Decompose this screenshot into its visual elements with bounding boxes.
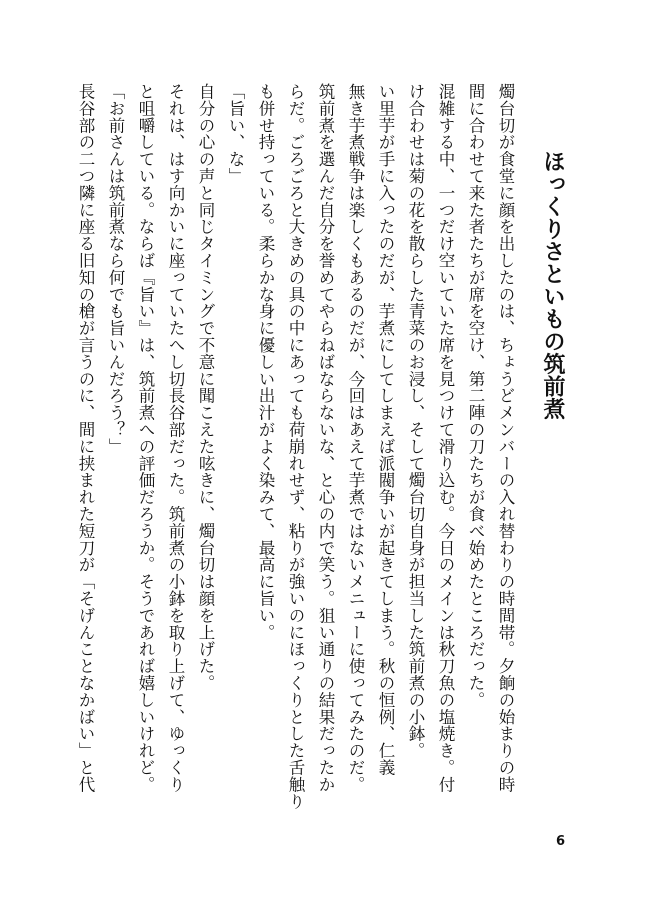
text-line: い里芋が手に入ったのだが、芋煮にしてしまえば派閥争いが起きてしまう。秋の恒例、仁義 [376, 83, 395, 776]
text-line: と咀嚼している。ならば『旨い』は、筑前煮への評価だろうか。そうであれば嬉しいけれど。 [136, 83, 155, 793]
text-line: も併せ持っている。柔らかな身に優しい出汁がよく染みて、最高に旨い。 [256, 83, 275, 641]
text-line: 間に合わせて来た者たちが席を空け、第二陣の刀たちが食べ始めたところだった。 [466, 83, 485, 709]
text-line: 自分の心の声と同じタイミングで不意に聞こえた呟きに、燭台切は顔を上げた。 [196, 83, 215, 692]
text-line: それは、はす向かいに座っていたへし切長谷部だった。筑前煮の小鉢を取り上げて、ゆっくり [166, 83, 185, 793]
text-line: 無き芋煮戦争は楽しくもあるのだが、今回はあえて芋煮ではないメニューに使ってみたのだ。 [346, 83, 365, 793]
text-line: け合わせは菊の花を散らした青菜のお浸し、そして燭台切自身が担当した筑前煮の小鉢。 [406, 83, 425, 759]
text-line: 筑前煮を選んだ自分を誉めてやらねばならないな、と心の内で笑う。狙い通りの結果だったか [316, 83, 335, 793]
text-line: 混雑する中、一つだけ空いていた席を見つけて滑り込む。今日のメインは秋刀魚の塩焼き。付 [436, 83, 455, 793]
text-line: 燭台切が食堂に顔を出したのは、ちょうどメンバーの入れ替わりの時間帯。夕餉の始まりの時 [496, 83, 515, 793]
text-line: 「お前さんは筑前煮なら何でも旨いんだろう？」 [106, 83, 125, 455]
text-line: 長谷部の二つ隣に座る旧知の槍が言うのに、間に挟まれた短刀が「そげんことなかばい」と代 [76, 83, 95, 793]
chapter-title: ほっくりさといもの筑前煮 [540, 150, 565, 420]
text-line: らだ。ごろごろと大きめの具の中にあっても荷崩れせず、粘りが強いのにほっくりとした舌触り [286, 83, 305, 810]
text-line: 「旨い、な」 [226, 83, 245, 185]
page-number: 6 [556, 834, 566, 849]
body-text [76, 83, 520, 810]
